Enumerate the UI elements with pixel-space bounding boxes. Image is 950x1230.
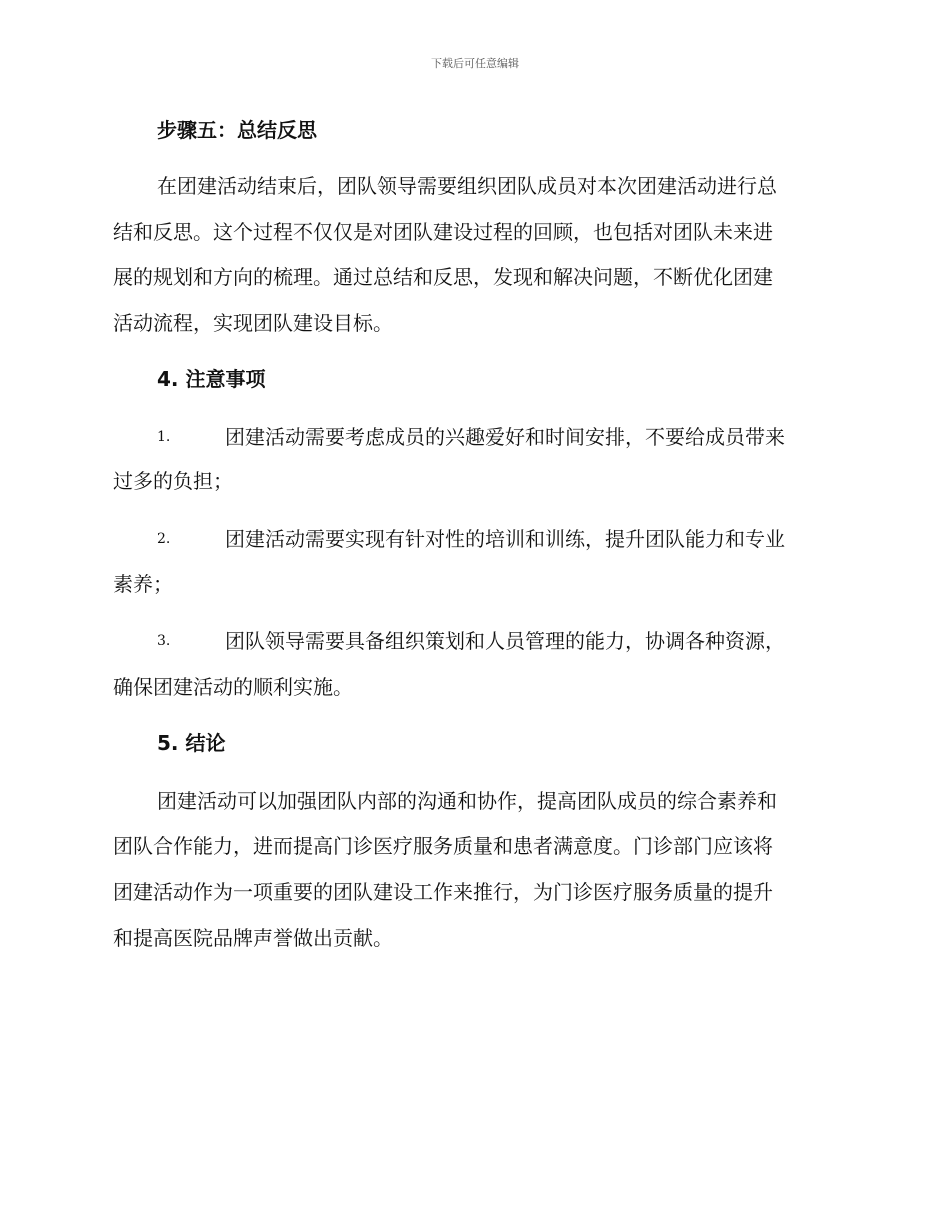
item1-line-1: 团建活动需要考虑成员的兴趣爱好和时间安排，不要给成员带来 xyxy=(225,425,785,449)
step5-line-1: 在团建活动结束后，团队领导需要组织团队成员对本次团建活动进行总 xyxy=(157,174,777,198)
step5-line-4: 活动流程，实现团队建设目标。 xyxy=(113,311,393,335)
item3-line-1: 团队领导需要具备组织策划和人员管理的能力，协调各种资源， xyxy=(225,629,785,653)
section5-line-2: 团队合作能力，进而提高门诊医疗服务质量和患者满意度。门诊部门应该将 xyxy=(113,834,773,858)
item3-line-2: 确保团建活动的顺利实施。 xyxy=(113,675,353,699)
item3-number: 3. xyxy=(157,633,171,649)
section5-line-3: 团建活动作为一项重要的团队建设工作来推行，为门诊医疗服务质量的提升 xyxy=(113,880,773,904)
page-header-note: 下载后可任意编辑 xyxy=(431,57,519,70)
step5-line-3: 展的规划和方向的梳理。通过总结和反思，发现和解决问题，不断优化团建 xyxy=(113,265,773,289)
item1-number: 1. xyxy=(157,429,171,445)
section5-heading: 5. 结论 xyxy=(157,731,226,755)
step5-heading: 步骤五：总结反思 xyxy=(157,118,317,142)
item2-number: 2. xyxy=(157,531,171,547)
section4-heading: 4. 注意事项 xyxy=(157,367,266,391)
item2-line-2: 素养； xyxy=(113,572,173,596)
item1-line-2: 过多的负担； xyxy=(113,469,233,493)
item2-line-1: 团建活动需要实现有针对性的培训和训练，提升团队能力和专业 xyxy=(225,527,785,551)
step5-line-2: 结和反思。这个过程不仅仅是对团队建设过程的回顾，也包括对团队未来进 xyxy=(113,220,773,244)
section5-line-1: 团建活动可以加强团队内部的沟通和协作，提高团队成员的综合素养和 xyxy=(157,789,777,813)
section5-line-4: 和提高医院品牌声誉做出贡献。 xyxy=(113,926,393,950)
